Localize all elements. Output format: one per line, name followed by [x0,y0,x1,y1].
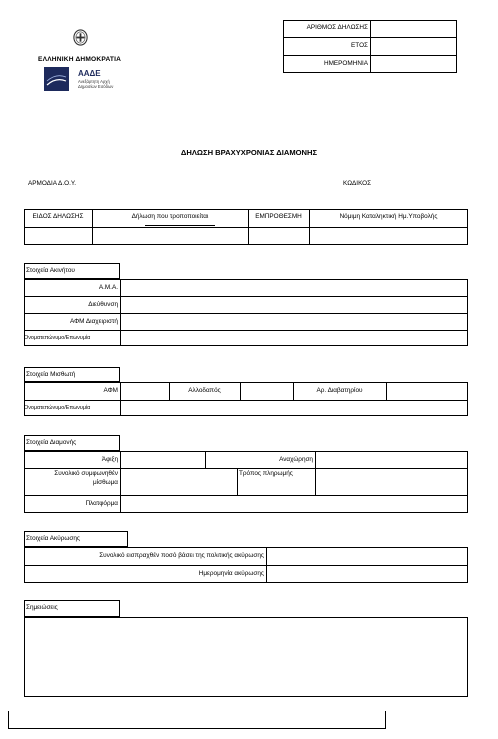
departure-label: Αναχώρηση [279,456,313,463]
declaration-number-field[interactable] [371,21,456,36]
code-label: ΚΩΔΙΚΟΣ [343,180,372,187]
year-field[interactable] [371,38,456,54]
address-label: Διεύθυνση [88,301,118,308]
foreign-field[interactable] [241,383,292,399]
cancel-date-label: Ημερομηνία ακύρωσης [198,570,264,577]
manager-afm-label: ΑΦΜ Διαχειριστή [69,318,118,325]
property-name-field[interactable] [121,331,467,345]
property-heading: Στοιχεία Ακινήτου [26,267,75,274]
tenant-name-field[interactable] [121,401,467,415]
tenant-afm-field[interactable] [121,383,168,399]
departure-field[interactable] [316,452,467,467]
declaration-modified-field[interactable] [93,228,247,244]
notes-heading: Σημειώσεις [26,604,58,611]
payment-method-field[interactable] [316,469,467,494]
ama-field[interactable] [121,280,467,295]
submission-deadline-field[interactable] [310,228,467,244]
signature-line[interactable] [8,711,386,729]
arrival-label: Άφιξη [101,456,118,463]
form-title: ΔΗΛΩΣΗ ΒΡΑΧΥΧΡΟΝΙΑΣ ΔΙΑΜΟΝΗΣ [180,148,318,157]
platform-label: Πλατφόρμα [85,500,118,507]
ama-label: Α.Μ.Α. [98,284,118,291]
tenant-name-label: Ονοματεπώνυμο/Επωνυμία [24,405,91,411]
passport-field[interactable] [387,383,467,399]
total-rent-label-line2: μίσθωμα [93,479,118,486]
table-divider [237,468,238,495]
stay-heading: Στοιχεία Διαμονής [26,439,77,446]
deadline-label: ΕΜΠΡΟΘΕΣΜΗ [255,213,302,220]
total-rent-label-line1: Συνολικό συμφωνηθέν [54,470,118,477]
value-underline [145,225,215,226]
country-name: ΕΛΛΗΝΙΚΗ ΔΗΜΟΚΡΑΤΙΑ [38,56,122,63]
declaration-type-value: Δήλωση που τροποποιείται [131,213,209,220]
government-emblem-icon [73,29,88,46]
tenant-heading: Στοιχεία Μισθωτή [26,371,76,378]
date-label: ΗΜΕΡΟΜΗΝΙΑ [323,60,368,67]
declaration-type-field[interactable] [25,228,91,244]
tenant-afm-label: ΑΦΜ [103,387,118,394]
address-field[interactable] [121,297,467,312]
arrival-field[interactable] [121,452,204,467]
collected-amount-field[interactable] [267,548,467,564]
year-label: ΕΤΟΣ [351,42,368,49]
aade-logo-mark [44,67,69,91]
notes-field[interactable] [24,617,468,697]
collected-amount-label: Συνολικό εισπραχθέν ποσό βάσει της πολιτικής ακύρωσης [99,552,264,559]
cancellation-heading: Στοιχεία Ακύρωσης [26,535,80,542]
cancel-date-field[interactable] [267,566,467,582]
passport-label: Αρ. Διαβατηρίου [316,387,363,394]
platform-field[interactable] [121,496,467,512]
agency-abbreviation: ΑΑΔΕ [78,69,101,78]
foreign-label: Αλλοδαπός [188,387,221,394]
agency-subtitle-line1: Ανεξάρτητη Αρχή [78,79,110,84]
property-name-label: Ονοματεπώνυμο/Επωνυμία [24,335,91,341]
declaration-type-label: ΕΙΔΟΣ ΔΗΛΩΣΗΣ [32,213,84,220]
tax-office-label: ΑΡΜΟΔΙΑ Δ.Ο.Υ. [28,180,77,187]
manager-afm-field[interactable] [121,314,467,329]
total-rent-field[interactable] [121,469,236,494]
declaration-number-label: ΑΡΙΘΜΟΣ ΔΗΛΩΣΗΣ [306,24,368,31]
payment-method-label: Τρόπος πληρωμής [239,470,293,477]
deadline-value: Νόμιμη Καταληκτική Ημ.Υποβολής [339,213,438,220]
deadline-field[interactable] [249,228,308,244]
date-field[interactable] [371,56,456,72]
agency-subtitle-line2: Δημοσίων Εσόδων [78,84,114,89]
